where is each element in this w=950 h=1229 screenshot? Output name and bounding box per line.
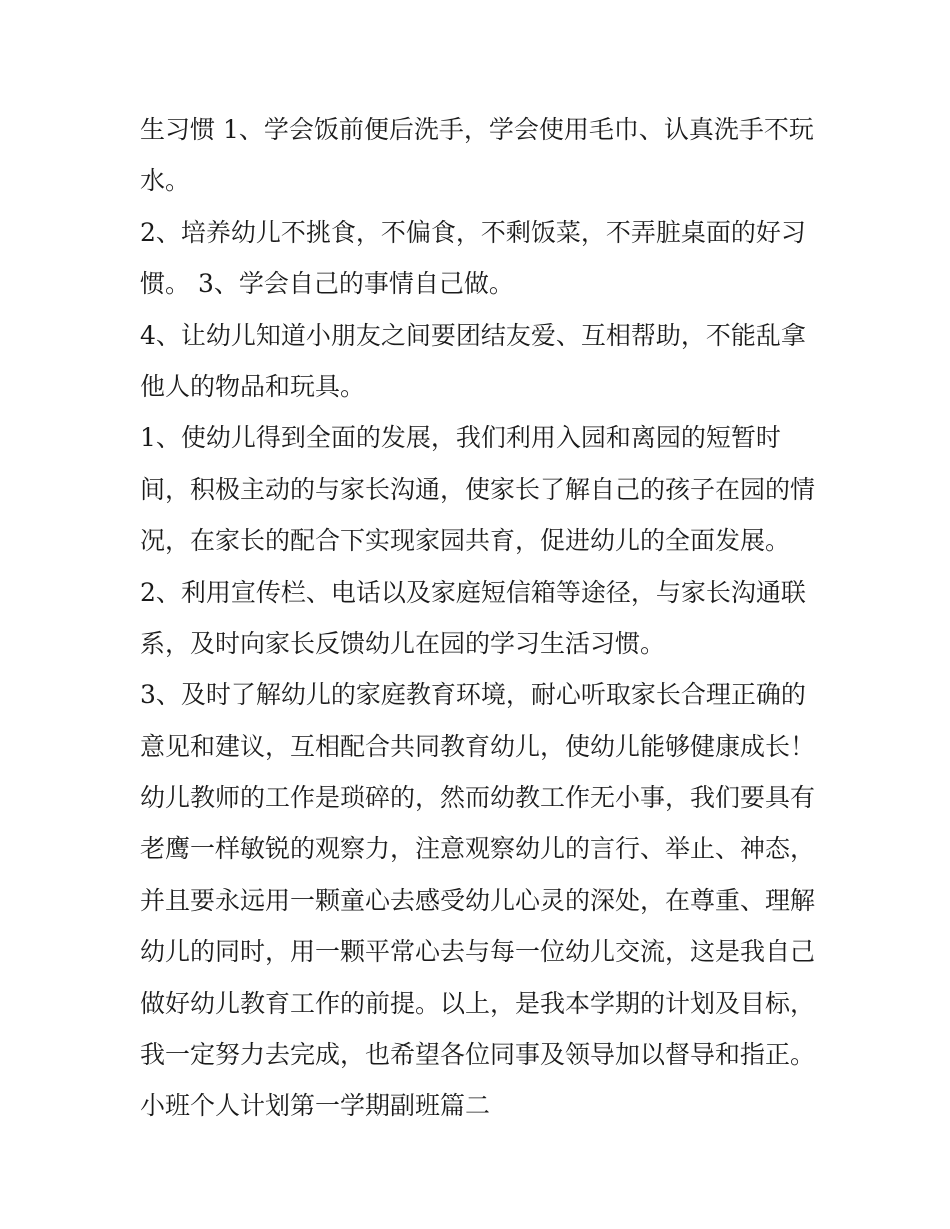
text-line: 况，在家长的配合下实现家园共育，促进幼儿的全面发展。 xyxy=(140,526,791,556)
text-line: 幼儿教师的工作是琐碎的，然而幼教工作无小事，我们要具有 xyxy=(140,783,816,813)
text-line: 1、使幼儿得到全面的发展，我们利用入园和离园的短暂时 xyxy=(140,423,781,453)
text-line: 3、及时了解幼儿的家庭教育环境，耐心听取家长合理正确的 xyxy=(140,680,806,710)
text-line: 意见和建议，互相配合共同教育幼儿，使幼儿能够健康成长！ xyxy=(140,731,816,761)
document-body xyxy=(140,104,820,1132)
section-heading: 小班个人计划第一学期副班篇二 xyxy=(140,1091,491,1121)
text-line: 惯。 3、学会自己的事情自己做。 xyxy=(140,269,514,299)
text-line: 系，及时向家长反馈幼儿在园的学习生活习惯。 xyxy=(140,628,666,658)
text-line: 并且要永远用一颗童心去感受幼儿心灵的深处，在尊重、理解 xyxy=(140,885,816,915)
text-line: 生习惯 1、学会饭前便后洗手，学会使用毛巾、认真洗手不玩 xyxy=(140,115,814,144)
text-line: 他人的物品和玩具。 xyxy=(140,371,366,401)
text-line: 水。 xyxy=(140,166,191,196)
text-line: 做好幼儿教育工作的前提。以上，是我本学期的计划及目标， xyxy=(140,988,816,1018)
text-line: 老鹰一样敏锐的观察力，注意观察幼儿的言行、举止、神态， xyxy=(140,834,816,864)
text-line: 2、培养幼儿不挑食，不偏食，不剩饭菜，不弄脏桌面的好习 xyxy=(140,217,806,247)
text-line: 4、让幼儿知道小朋友之间要团结友爱、互相帮助，不能乱拿 xyxy=(140,320,806,350)
text-line: 幼儿的同时，用一颗平常心去与每一位幼儿交流，这是我自己 xyxy=(140,937,816,967)
text-line: 我一定努力去完成，也希望各位同事及领导加以督导和指正。 xyxy=(140,1040,816,1070)
text-line: 间，积极主动的与家长沟通，使家长了解自己的孩子在园的情 xyxy=(140,474,816,504)
text-line: 2、利用宣传栏、电话以及家庭短信箱等途径，与家长沟通联 xyxy=(140,577,806,607)
